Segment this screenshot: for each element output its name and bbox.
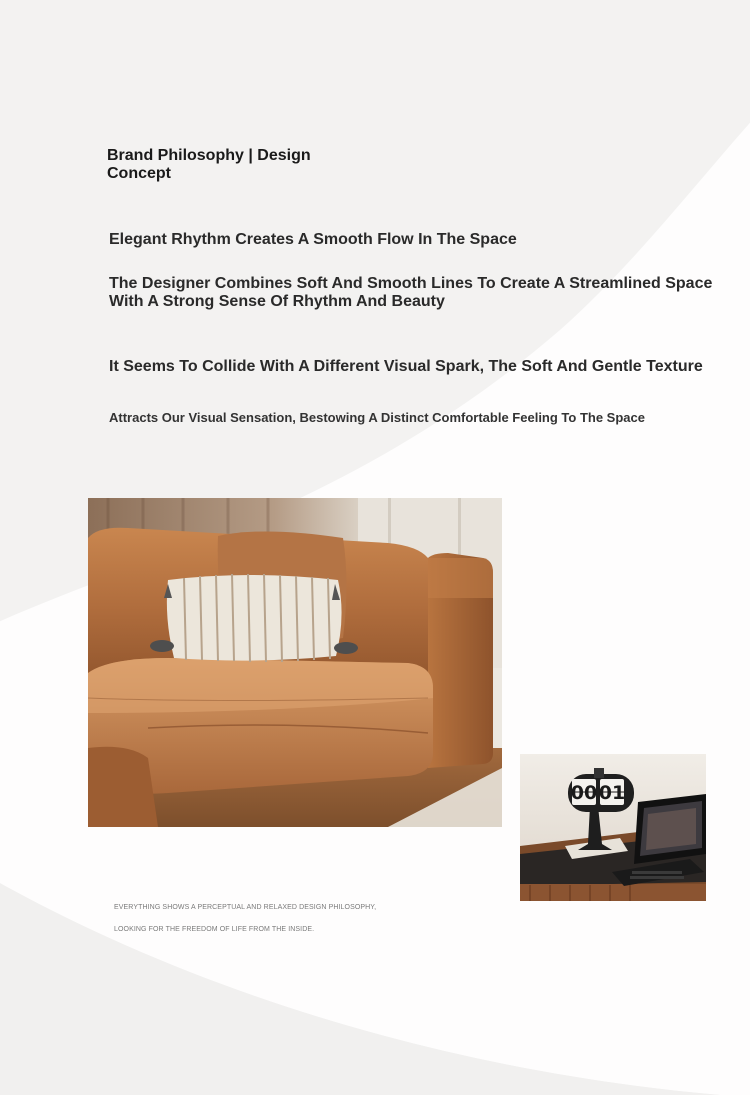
leather-sofa-photo xyxy=(88,498,502,827)
clock-hours: 00 xyxy=(570,782,598,804)
caption-line-2: LOOKING FOR THE FREEDOM OF LIFE FROM THE INSIDE. xyxy=(114,926,315,933)
section-heading: Brand Philosophy | Design Concept xyxy=(107,147,311,182)
desk-clock-photo xyxy=(520,754,706,901)
body-paragraph-1: The Designer Combines Soft And Smooth Lines To Create A Streamlined Space With A Strong Sense Of Rhythm And Beauty xyxy=(109,275,713,310)
body-paragraph-3: Attracts Our Visual Sensation, Bestowing A Distinct Comfortable Feeling To The Space xyxy=(109,410,645,425)
clock-minutes: 01 xyxy=(598,782,626,804)
headline-text: Elegant Rhythm Creates A Smooth Flow In The Space xyxy=(109,231,517,248)
body-paragraph-2: It Seems To Collide With A Different Visual Spark, The Soft And Gentle Texture xyxy=(109,358,703,375)
caption-line-1: EVERYTHING SHOWS A PERCEPTUAL AND RELAXED DESIGN PHILOSOPHY, xyxy=(114,904,377,911)
